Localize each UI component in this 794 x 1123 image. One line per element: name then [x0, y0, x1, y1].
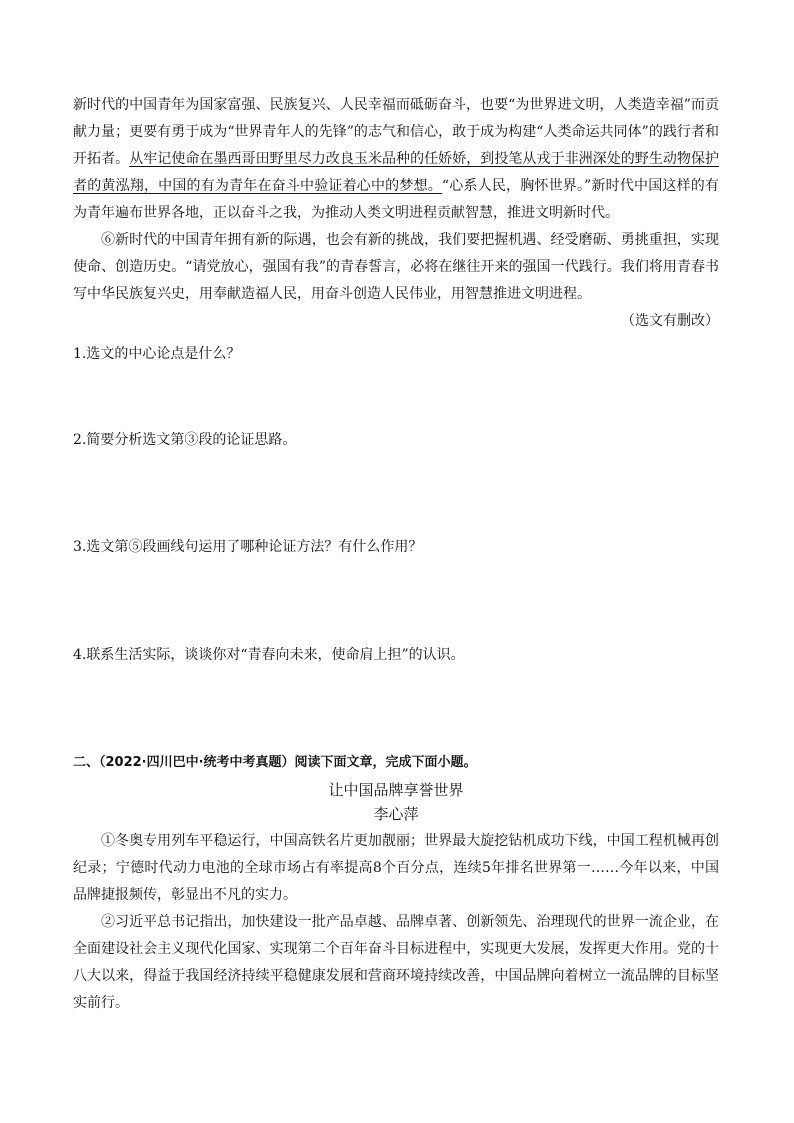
article-title: 让中国品牌享誉世界 [328, 781, 464, 799]
article-paragraph-1: ①冬奥专用列车平稳运行，中国高铁名片更加靓丽；世界最大旋挖钻机成功下线，中国工程机械再创纪录；宁德时代动力电池的全球市场占有率提高8个百分点，连续5年排名世界第一……今年以来，中国品牌捷报频传，彰显出不凡的实力。 [73, 833, 719, 903]
question-2: 2.简要分析选文第③段的论证思路。 [73, 432, 297, 448]
question-4: 4.联系生活实际，谈谈你对“青春向未来，使命肩上担”的认识。 [73, 647, 465, 663]
section-2-heading: 二、（2022·四川巴中·统考中考真题）阅读下面文章，完成下面小题。 [73, 755, 477, 770]
question-1: 1.选文的中心论点是什么？ [73, 346, 241, 362]
paragraph-5-text-b: “心系人民，胸怀世界。”新时代中国这样的有为青年遍布世界各地，正以奋斗之我，为推动人类文明进程贡献智慧，推进文明新时代。 [73, 178, 719, 221]
paragraph-5-text-a: 新时代的中国青年为国家富强、民族复兴、人民幸福而砥砺奋斗，也要“为世界进文明，人类造幸福”而贡献力量；更要有勇于成为“世界青年人的先锋”的志气和信心，敢于成为构建“人类命运共同体”的践行者和开拓者。 [73, 97, 719, 167]
underlined-sentence: 从牢记使命在墨西哥田野里尽力改良玉米品种的任娇娇，到投笔从戎于非洲深处的野生动物保护者的黄泓翔，中国的有为青年在奋斗中验证着心中的梦想。 [73, 151, 720, 194]
article-paragraph-2: ②习近平总书记指出，加快建设一批产品卓越、品牌卓著、创新领先、治理现代的世界一流企业，在全面建设社会主义现代化国家、实现第二个百年奋斗目标进程中，实现更大发展，发挥更大作用。党的十八大以来，得益于我国经济持续平稳健康发展和营商环境持续改善，中国品牌向着树立一流品牌的目标坚实前行。 [73, 914, 719, 1011]
source-note: （选文有删改） [621, 313, 719, 329]
question-3: 3.选文第⑤段画线句运用了哪种论证方法？有什么作用？ [73, 539, 423, 555]
passage-paragraph-5 [73, 92, 719, 227]
article-author: 李心萍 [373, 805, 419, 823]
passage-paragraph-6: ⑥新时代的中国青年拥有新的际遇，也会有新的挑战，我们要把握机遇、经受磨砺、勇挑重担，实现使命、创造历史。“请党放心，强国有我”的青春誓言，必将在继往开来的强国一代践行。我们将用青春书写中华民族复兴史，用奉献造福人民，用奋斗创造人民伟业，用智慧推进文明进程。 [73, 232, 719, 302]
document-page [73, 92, 719, 1017]
